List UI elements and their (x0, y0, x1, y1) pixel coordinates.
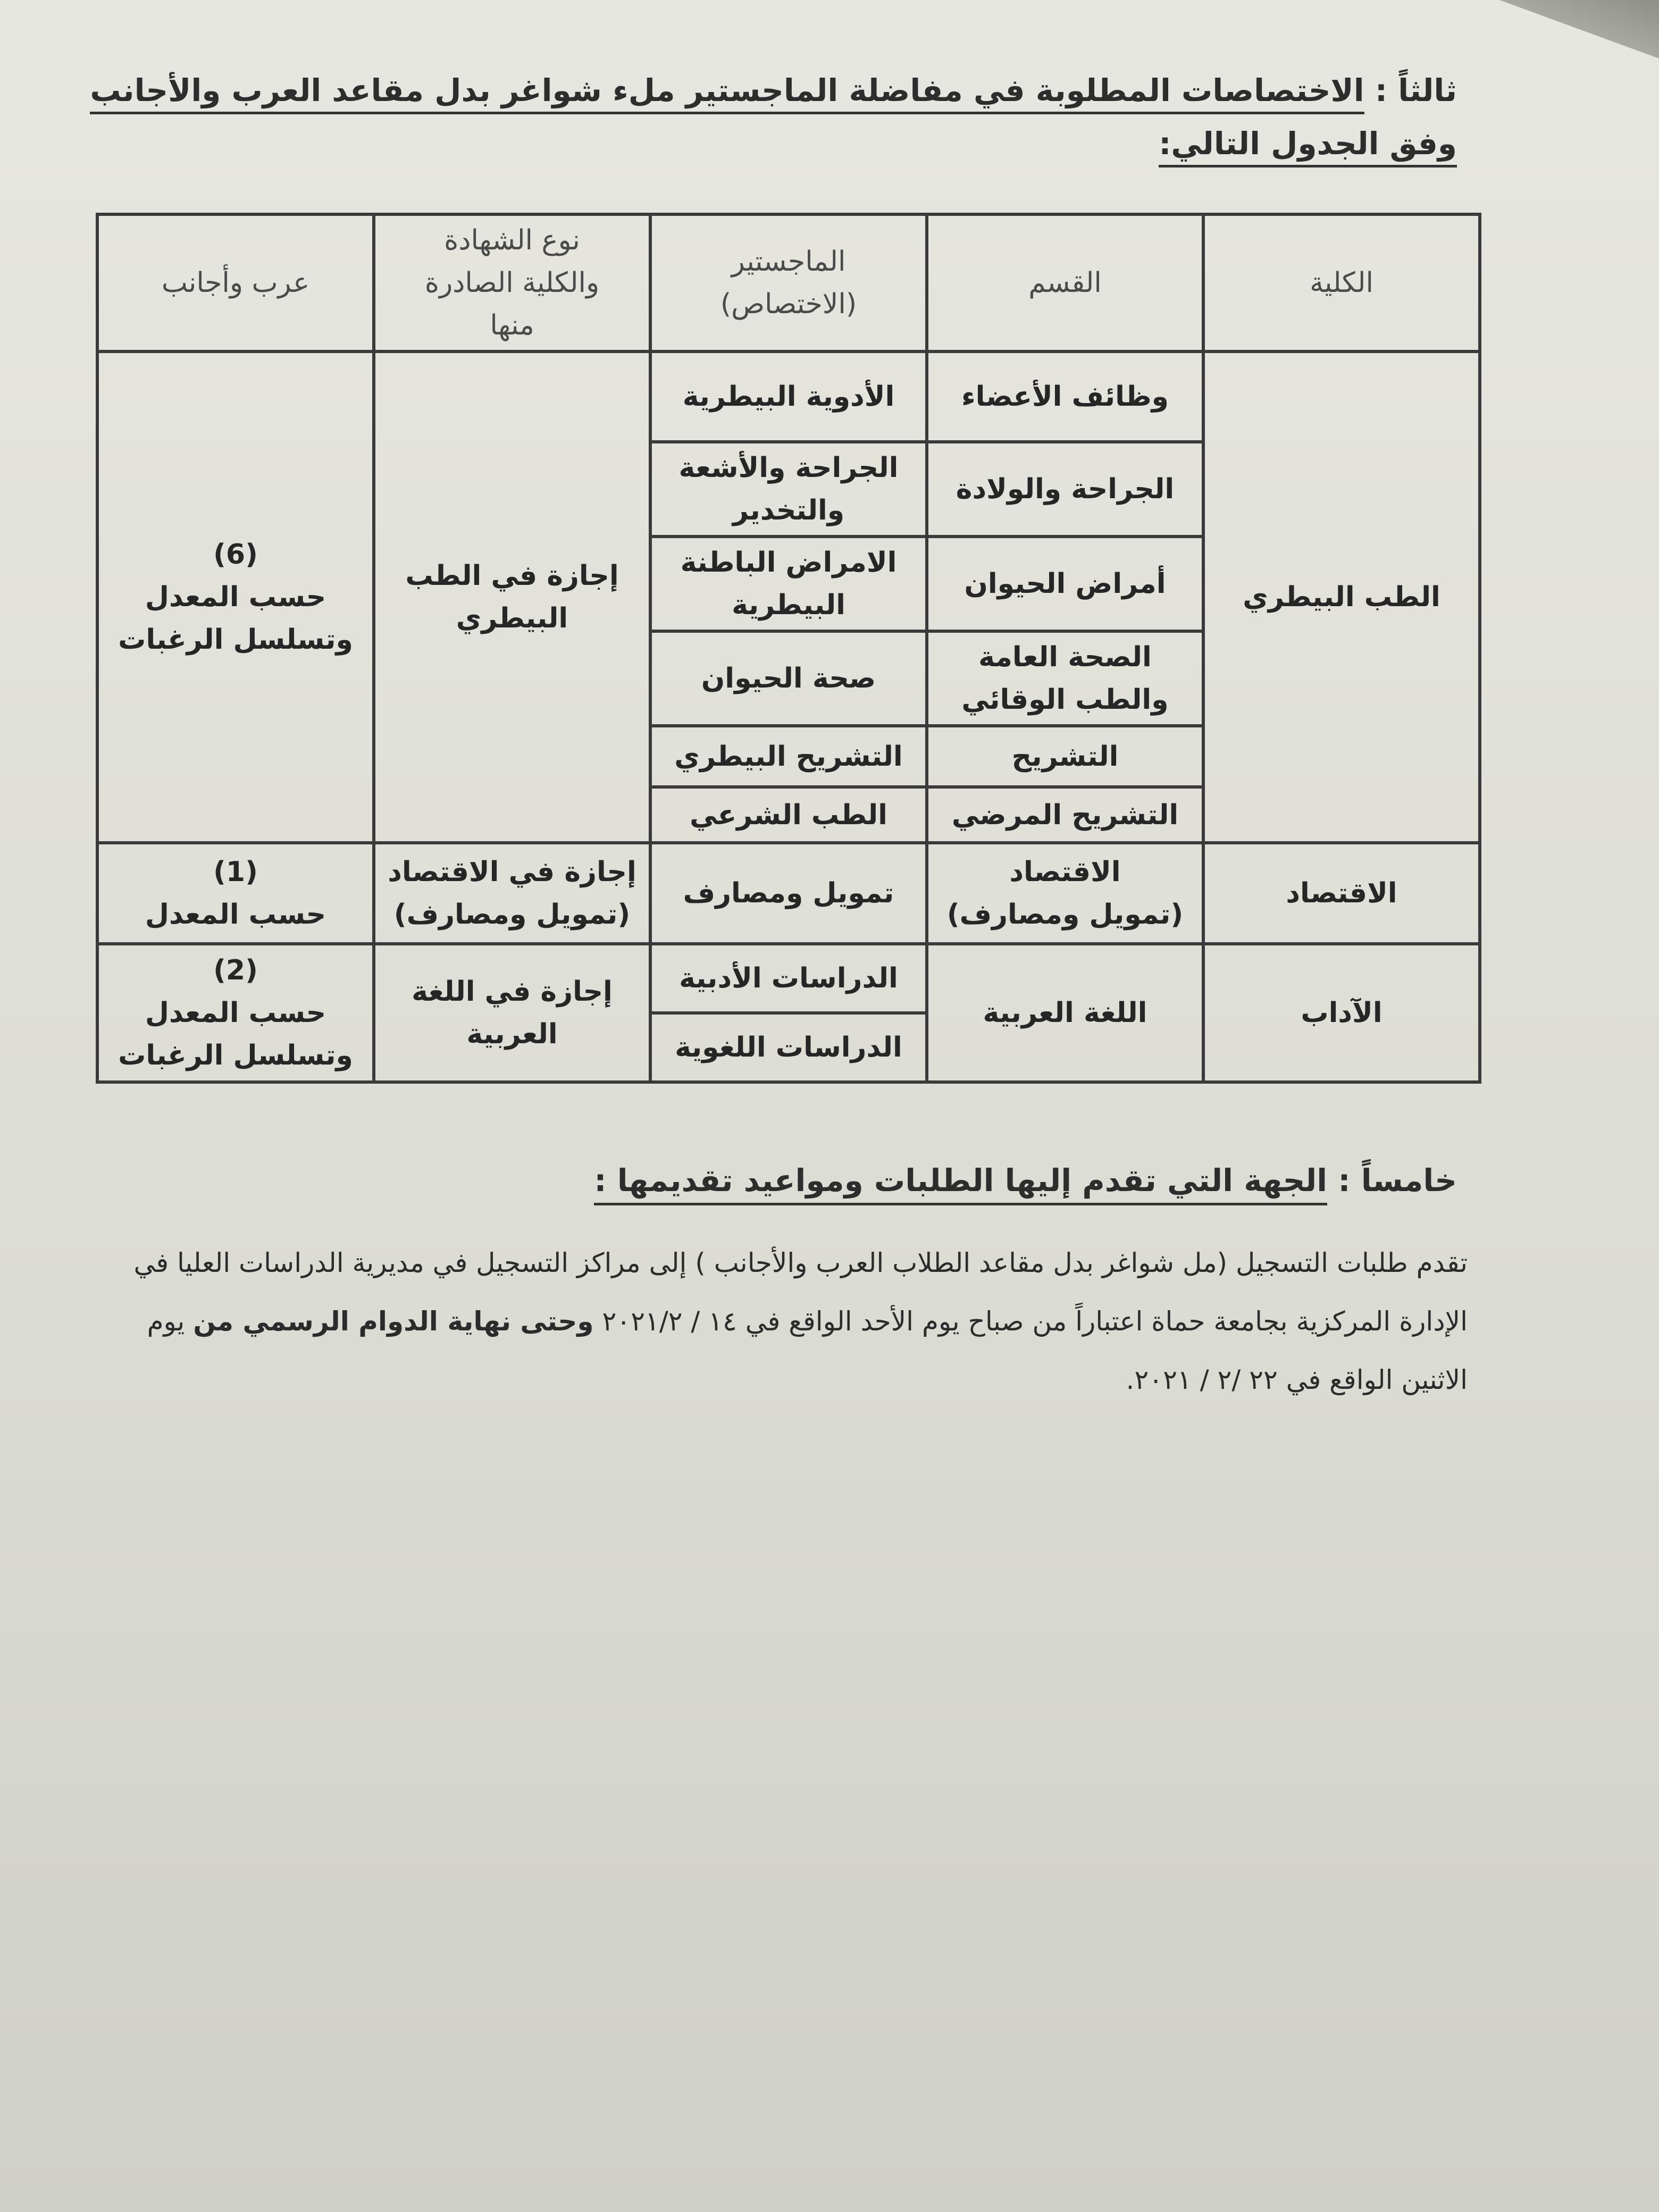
paragraph-text-1: تقدم طلبات التسجيل (مل شواغر بدل مقاعد الطلاب العرب والأجانب ) إلى مراكز التسجيل في مديرية الدراسات العليا في الإدارة المركزية بجامعة حماة اعتباراً من صباح يوم الأحد الواقع في ١٤ / ٢٠٢١/٢ (133, 1247, 1468, 1337)
paragraph-text-2: يوم الاثنين الواقع في ٢٢ /٢ / ٢٠٢١. (147, 1306, 1468, 1395)
department-cell: وظائف الأعضاء (927, 351, 1203, 442)
section-five-prefix: خامساً : (1327, 1162, 1457, 1199)
department-cell: أمراض الحيوان (927, 537, 1203, 631)
masters-cell: التشريح البيطري (650, 726, 927, 787)
masters-cell: الامراض الباطنة البيطرية (650, 537, 927, 631)
department-cell: التشريح المرضي (927, 787, 1203, 843)
economics-department-cell: الاقتصاد (تمويل ومصارف) (927, 843, 1203, 944)
section-five-title: الجهة التي تقدم إليها الطلبات ومواعيد تقديمها : (594, 1162, 1327, 1205)
masters-cell: صحة الحيوان (650, 631, 927, 726)
department-cell: الجراحة والولادة (927, 442, 1203, 537)
header-certificate: نوع الشهادة والكلية الصادرة منها (374, 214, 650, 351)
economics-certificate-cell: إجازة في الاقتصاد (تمويل ومصارف) (374, 843, 650, 944)
arts-masters-cell: الدراسات الأدبية (650, 944, 927, 1013)
header-arabs-foreigners: عرب وأجانب (97, 214, 374, 351)
header-faculty: الكلية (1203, 214, 1480, 351)
table-row (97, 843, 1480, 944)
arts-masters-cell: الدراسات اللغوية (650, 1013, 927, 1082)
arts-certificate-cell: إجازة في اللغة العربية (374, 944, 650, 1082)
table-row (97, 944, 1480, 1013)
arts-seats-cell: (2) حسب المعدل وتسلسل الرغبات (97, 944, 374, 1082)
masters-cell: الأدوية البيطرية (650, 351, 927, 442)
section-three-prefix: ثالثاً : (1364, 72, 1457, 108)
masters-cell: الطب الشرعي (650, 787, 927, 843)
header-masters: الماجستير (الاختصاص) (650, 214, 927, 351)
vet-faculty-cell: الطب البيطري (1203, 351, 1480, 843)
paragraph-bold-text: وحتى نهاية الدوام الرسمي من (193, 1306, 594, 1337)
application-paragraph (106, 1234, 1468, 1409)
section-three-title: الاختصاصات المطلوبة في مفاضلة الماجستير ملء شواغر بدل مقاعد العرب والأجانب (90, 72, 1364, 114)
header-department: القسم (927, 214, 1203, 351)
masters-cell: الجراحة والأشعة والتخدير (650, 442, 927, 537)
economics-faculty-cell: الاقتصاد (1203, 843, 1480, 944)
department-cell: الصحة العامة والطب الوقائي (927, 631, 1203, 726)
arts-department-cell: اللغة العربية (927, 944, 1203, 1082)
section-five-heading (128, 1154, 1457, 1207)
arts-faculty-cell: الآداب (1203, 944, 1480, 1082)
table-header-row (97, 214, 1480, 351)
section-three-heading (32, 64, 1457, 170)
section-three-subtitle: وفق الجدول التالي: (1159, 125, 1457, 167)
economics-seats-cell: (1) حسب المعدل (97, 843, 374, 944)
specializations-table (96, 213, 1481, 1084)
vet-certificate-cell: إجازة في الطب البيطري (374, 351, 650, 843)
department-cell: التشريح (927, 726, 1203, 787)
table-row (97, 351, 1480, 442)
vet-seats-cell: (6) حسب المعدل وتسلسل الرغبات (97, 351, 374, 843)
economics-masters-cell: تمويل ومصارف (650, 843, 927, 944)
